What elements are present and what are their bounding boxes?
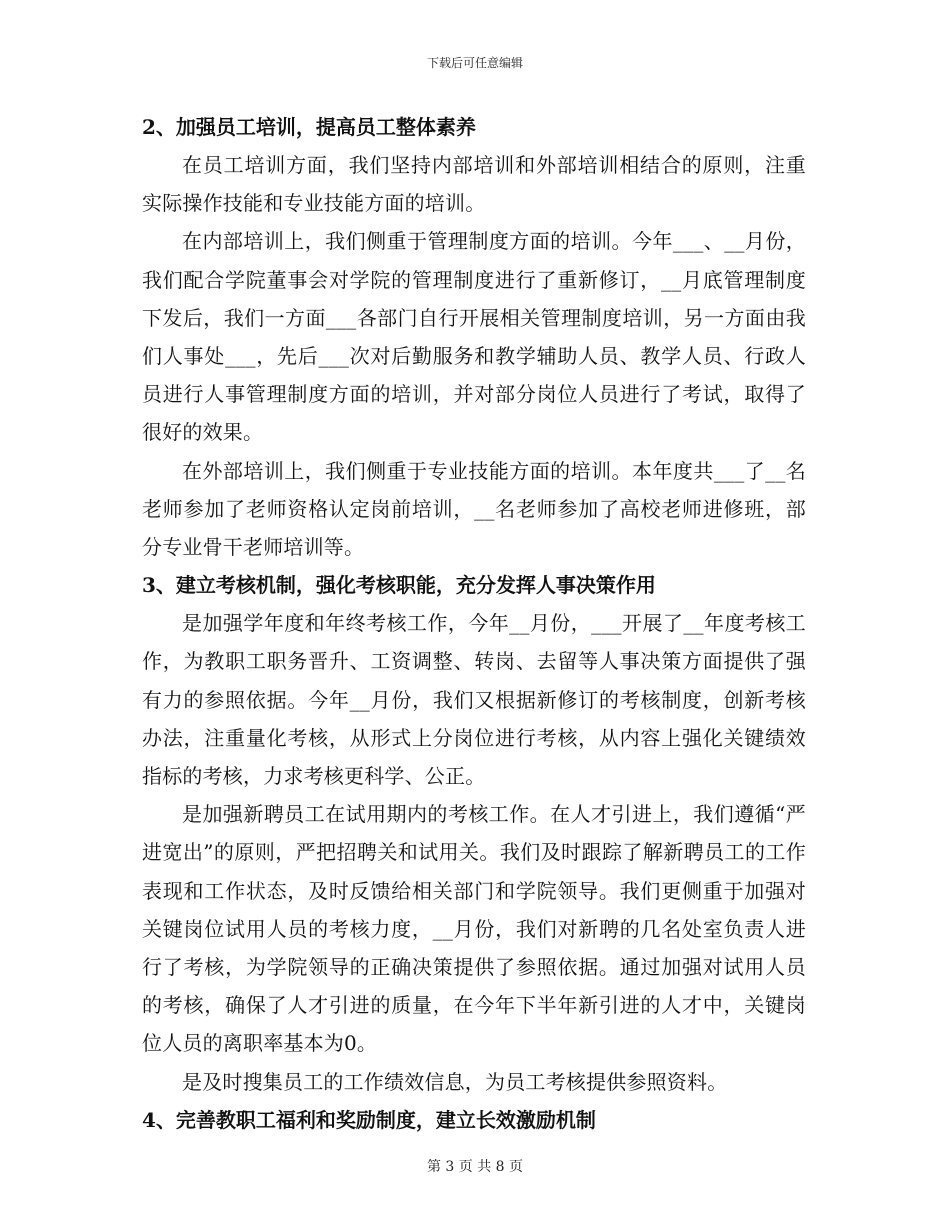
section-2-paragraph-1: 在员工培训方面，我们坚持内部培训和外部培训相结合的原则，注重实际操作技能和专业技能方面的培训。 (142, 153, 806, 216)
section-4-heading: 4、完善教职工福利和奖励制度，建立长效激励机制 (142, 1107, 596, 1132)
section-2-heading: 2、加强员工培训，提高员工整体素养 (142, 115, 476, 139)
section-3-paragraph-1: 是加强学年度和年终考核工作，今年__月份，___开展了__年度考核工作，为教职工职务晋升、工资调整、转岗、去留等人事决策方面提供了强有力的参照依据。今年__月份，我们又根据新修订的考核制度，创新考核办法，注重量化考核，从形式上分岗位进行考核，从内容上强化关键绩效指标的考核，力求考核更科学、公正。 (142, 611, 806, 789)
section-2-paragraph-2: 在内部培训上，我们侧重于管理制度方面的培训。今年___、__月份，我们配合学院董事会对学院的管理制度进行了重新修订，__月底管理制度下发后，我们一方面___各部门自行开展相关管理制度培训，另一方面由我们人事处___，先后___次对后勤服务和教学辅助人员、教学人员、行政人员进行人事管理制度方面的培训，并对部分岗位人员进行了考试，取得了很好的效果。 (142, 229, 806, 445)
section-3-heading: 3、建立考核机制，强化考核职能，充分发挥人事决策作用 (142, 573, 656, 598)
document-body (142, 108, 806, 1139)
section-3-paragraph-3: 是及时搜集员工的工作绩效信息，为员工考核提供参照资料。 (182, 1069, 728, 1094)
section-2-paragraph-3: 在外部培训上，我们侧重于专业技能方面的培训。本年度共___了__名老师参加了老师资格认定岗前培训，__名老师参加了高校老师进修班，部分专业骨干老师培训等。 (142, 458, 806, 560)
page-number-footer: 第 3 页 共 8 页 (426, 1159, 524, 1175)
page-header-note: 下载后可任意编辑 (426, 56, 523, 70)
section-3-paragraph-2: 是加强新聘员工在试用期内的考核工作。在人才引进上，我们遵循“严进宽出”的原则，严把招聘关和试用关。我们及时跟踪了解新聘员工的工作表现和工作状态，及时反馈给相关部门和学院领导。我们更侧重于加强对关键岗位试用人员的考核力度，__月份，我们对新聘的几名处室负责人进行了考核，为学院领导的正确决策提供了参照依据。通过加强对试用人员的考核，确保了人才引进的质量，在今年下半年新引进的人才中，关键岗位人员的离职率基本为0。 (142, 802, 806, 1056)
